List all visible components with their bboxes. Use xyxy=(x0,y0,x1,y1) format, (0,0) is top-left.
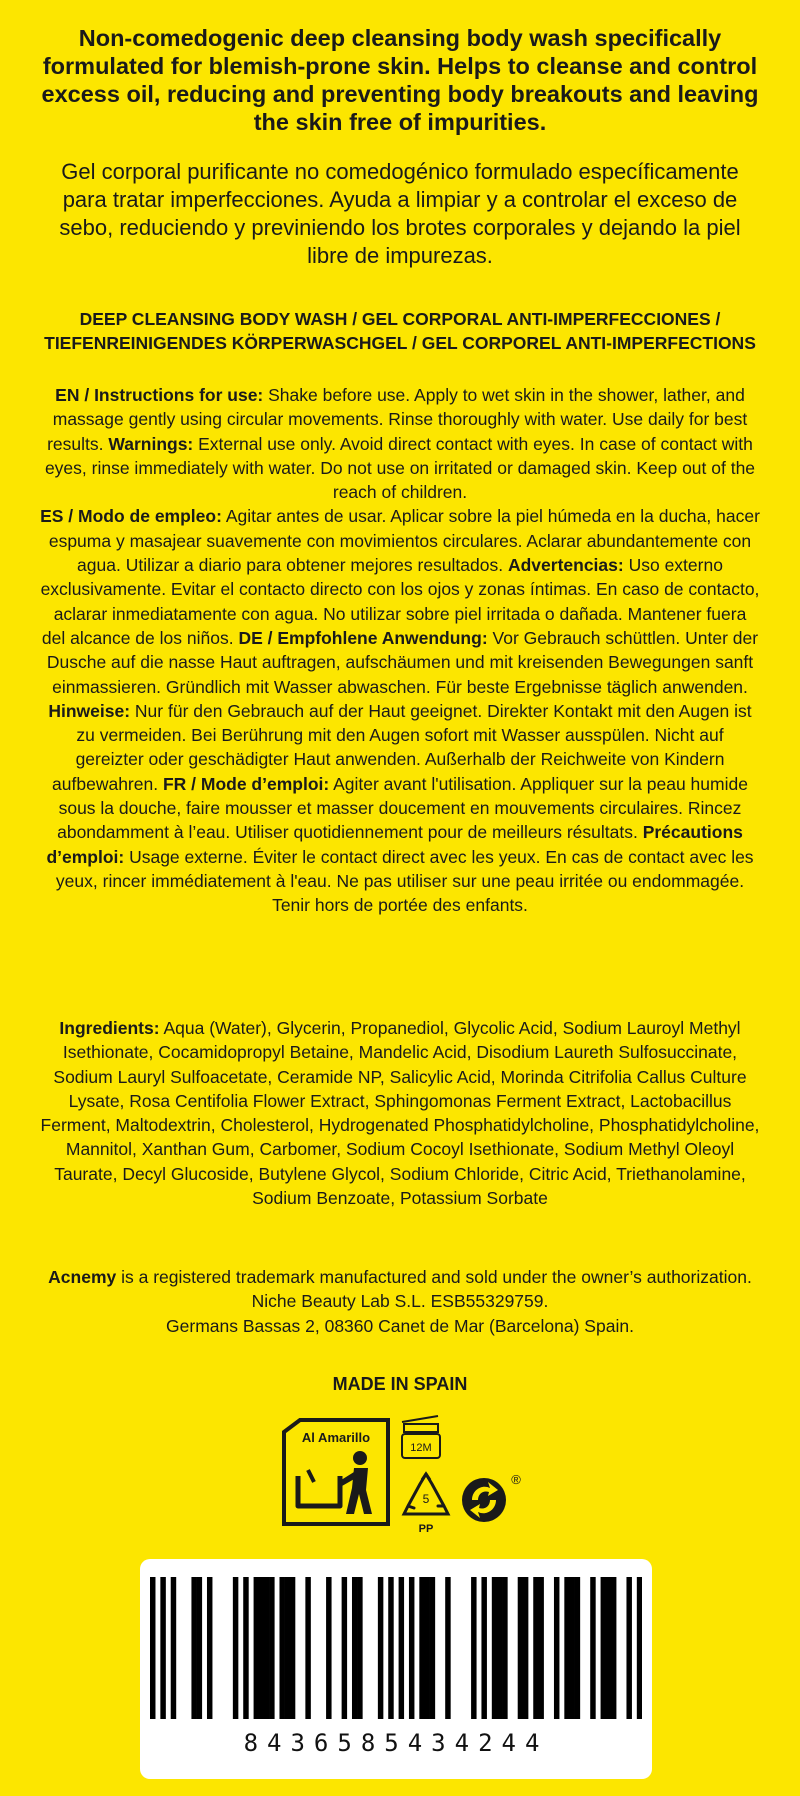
barcode-bar xyxy=(523,1577,528,1719)
barcode-bar xyxy=(290,1577,295,1719)
pao-label: 12M xyxy=(410,1442,432,1454)
barcode-bar xyxy=(502,1577,507,1719)
barcode-number: 8436585434244 xyxy=(243,1729,549,1757)
intro-spanish: Gel corporal purificante no comedogénico formulado específicamente para tratar imperfecciones. Ayuda a limpiar y a controlar el exceso de sebo, reduciendo y previniendo los brotes corporales y dejando la piel libre de impurezas. xyxy=(59,159,741,268)
barcode-bar xyxy=(445,1577,450,1719)
barcode-bar xyxy=(254,1577,259,1719)
barcode-bar xyxy=(378,1577,383,1719)
de-warnings-text: Nur für den Gebrauch auf der Haut geeignet. Direkter Kontakt mit den Augen ist zu vermeiden. Bei Berührung mit den Augen sofort mit Wasser ausspülen. Nicht auf gereizter oder geschädigter Haut anwenden. Außerhalb der Reichweite von Kindern aufbewahren. xyxy=(52,700,752,794)
barcode-bar xyxy=(590,1577,595,1719)
barcode-bar xyxy=(326,1577,331,1719)
barcode-bar xyxy=(197,1577,202,1719)
barcode-bar xyxy=(481,1577,486,1719)
barcode-bar xyxy=(243,1577,248,1719)
es-warnings-label: Advertencias: xyxy=(507,555,624,576)
ingredients-label: Ingredients: xyxy=(59,1018,160,1038)
barcode-bars xyxy=(150,1577,642,1727)
company-registration: Niche Beauty Lab S.L. ESB55329759. xyxy=(251,1291,549,1312)
barcode-bar xyxy=(497,1577,502,1719)
product-heading: DEEP CLEANSING BODY WASH / GEL CORPORAL ANTI-IMPERFECCIONES / TIEFENREINIGENDES KÖRPERWASCHGEL / GEL CORPOREL ANTI-IMPERFECTIONS xyxy=(44,309,756,353)
trademark-text: is a registered trademark manufactured and sold under the owner’s authorization. xyxy=(116,1267,752,1287)
pao-12m-icon xyxy=(398,1414,444,1464)
company-info xyxy=(40,1265,760,1338)
intro-english: Non-comedogenic deep cleansing body wash specifically formulated for blemish-prone skin. Helps to cleanse and control excess oil, reducing and preventing body breakouts and leaving the skin free of impurities. xyxy=(41,25,759,135)
de-instructions-label: DE / Empfohlene Anwendung: xyxy=(238,627,488,648)
barcode-bar xyxy=(518,1577,523,1719)
barcode-bar xyxy=(171,1577,176,1719)
barcode-bar xyxy=(191,1577,196,1719)
fr-instructions-text: Agiter avant l'utilisation. Appliquer sur la peau humide sous la douche, faire mousser et masser doucement en mouvements circulaires. Rincez abondamment à l’eau. Utiliser quotidiennement pour de meilleurs résultats. xyxy=(57,773,748,843)
barcode-bar xyxy=(342,1577,347,1719)
recycle-pp-icon xyxy=(398,1470,454,1540)
barcode-bar xyxy=(626,1577,631,1719)
barcode-bar xyxy=(285,1577,290,1719)
barcode-bar xyxy=(352,1577,357,1719)
barcode-bar xyxy=(279,1577,284,1719)
barcode-bar xyxy=(269,1577,274,1719)
es-warnings-text: Uso externo exclusivamente. Evitar el contacto directo con los ojos y zonas íntimas. En caso de contacto, aclarar inmediatamente con agua. No utilizar sobre piel irritada o dañada. Mantener fuera del alcance de los niños. xyxy=(40,555,760,648)
registered-mark: ® xyxy=(511,1472,521,1487)
barcode-area xyxy=(140,1559,652,1779)
en-warnings-text: External use only. Avoid direct contact with eyes. In case of contact with eyes, rinse immediately with water. Do not use on irritated or damaged skin. Keep out of the reach of children. xyxy=(44,433,756,503)
barcode-bar xyxy=(150,1577,155,1719)
de-instructions-text: Vor Gebrauch schüttlen. Unter der Dusche auf die nasse Haut auftragen, aufschäumen und mit kreisenden Bewegungen sanft einmassieren. Gründlich mit Wasser abwaschen. Für beste Ergebnisse täglich anwenden. xyxy=(46,627,759,697)
barcode-bar xyxy=(569,1577,574,1719)
ingredients-list xyxy=(40,1016,760,1210)
barcode-bar xyxy=(233,1577,238,1719)
recycle-code: 5 xyxy=(422,1492,430,1506)
ingredients-text: Aqua (Water), Glycerin, Propanediol, Glycolic Acid, Sodium Lauroyl Methyl Isethionate, Cocamidopropyl Betaine, Mandelic Acid, Disodium Laureth Sulfosuccinate, Sodium Lauryl Sulfoacetate, Ceramide NP, Salicylic Acid, Morinda Citrifolia Callus Culture Lysate, Rosa Centifolia Flower Extract, Sphingomonas Ferment Extract, Lactobacillus Ferment, Maltodextrin, Cholesterol, Hydrogenated Phosphatidylcholine, Phosphatidylcholine, Mannitol, Xanthan Gum, Carbomer, Sodium Cocoyl Isethionate, Sodium Methyl Oleoyl Taurate, Decyl Glucoside, Butylene Glycol, Sodium Chloride, Citric Acid, Triethanolamine, Sodium Benzoate, Potassium Sorbate xyxy=(40,1018,760,1209)
barcode-bar xyxy=(471,1577,476,1719)
barcode-bar xyxy=(430,1577,435,1719)
barcode-bar xyxy=(388,1577,393,1719)
barcode-bar xyxy=(160,1577,165,1719)
barcode-bar xyxy=(399,1577,404,1719)
barcode-bar xyxy=(424,1577,429,1719)
packaging-symbols xyxy=(0,1418,800,1548)
barcode-bar xyxy=(554,1577,559,1719)
barcode-bar xyxy=(606,1577,611,1719)
en-warnings-label: Warnings: xyxy=(108,433,194,454)
bin-label: Al Amarillo xyxy=(301,1430,371,1445)
company-address: Germans Bassas 2, 08360 Canet de Mar (Barcelona) Spain. xyxy=(166,1315,634,1336)
fr-warnings-label: Précautions d’emploi: xyxy=(46,822,743,867)
barcode-bar xyxy=(305,1577,310,1719)
barcode-bar xyxy=(409,1577,414,1719)
barcode-bar xyxy=(575,1577,580,1719)
barcode-bar xyxy=(538,1577,543,1719)
barcode-bar xyxy=(564,1577,569,1719)
en-instructions-label: EN / Instructions for use: xyxy=(55,385,264,405)
barcode-bar xyxy=(419,1577,424,1719)
green-dot-icon xyxy=(456,1470,526,1530)
barcode-bar xyxy=(637,1577,642,1719)
made-in-spain: MADE IN SPAIN xyxy=(332,1374,468,1394)
en-instructions-text: Shake before use. Apply to wet skin in the shower, lather, and massage gently using circular movements. Rinse thoroughly with water. Use daily for best results. xyxy=(47,385,748,454)
fr-warnings-text: Usage externe. Éviter le contact direct avec les yeux. En cas de contact avec les yeux, rincer immédiatement à l'eau. Ne pas utiliser sur une peau irritée ou endommagée. Tenir hors de portée des enfants. xyxy=(55,846,754,916)
barcode-bar xyxy=(357,1577,362,1719)
yellow-bin-icon xyxy=(280,1418,392,1526)
es-instructions-text: Agitar antes de usar. Aplicar sobre la piel húmeda en la ducha, hacer espuma y masajear suavemente con movimientos circulares. Aclarar abundantemente con agua. Utilizar a diario para obtener mejores resultados. xyxy=(48,506,760,576)
barcode-bar xyxy=(264,1577,269,1719)
barcode-bar xyxy=(611,1577,616,1719)
de-warnings-label: Hinweise: xyxy=(48,700,131,721)
instructions-text xyxy=(40,383,760,918)
barcode-bar xyxy=(492,1577,497,1719)
fr-instructions-label: FR / Mode d’emploi: xyxy=(162,773,330,794)
barcode-bar xyxy=(207,1577,212,1719)
barcode-bar xyxy=(601,1577,606,1719)
es-instructions-label: ES / Modo de empleo: xyxy=(40,506,222,527)
recycle-material: PP xyxy=(418,1523,434,1535)
brand-name: Acnemy xyxy=(48,1267,117,1287)
barcode-bar xyxy=(533,1577,538,1719)
barcode-bar xyxy=(259,1577,264,1719)
